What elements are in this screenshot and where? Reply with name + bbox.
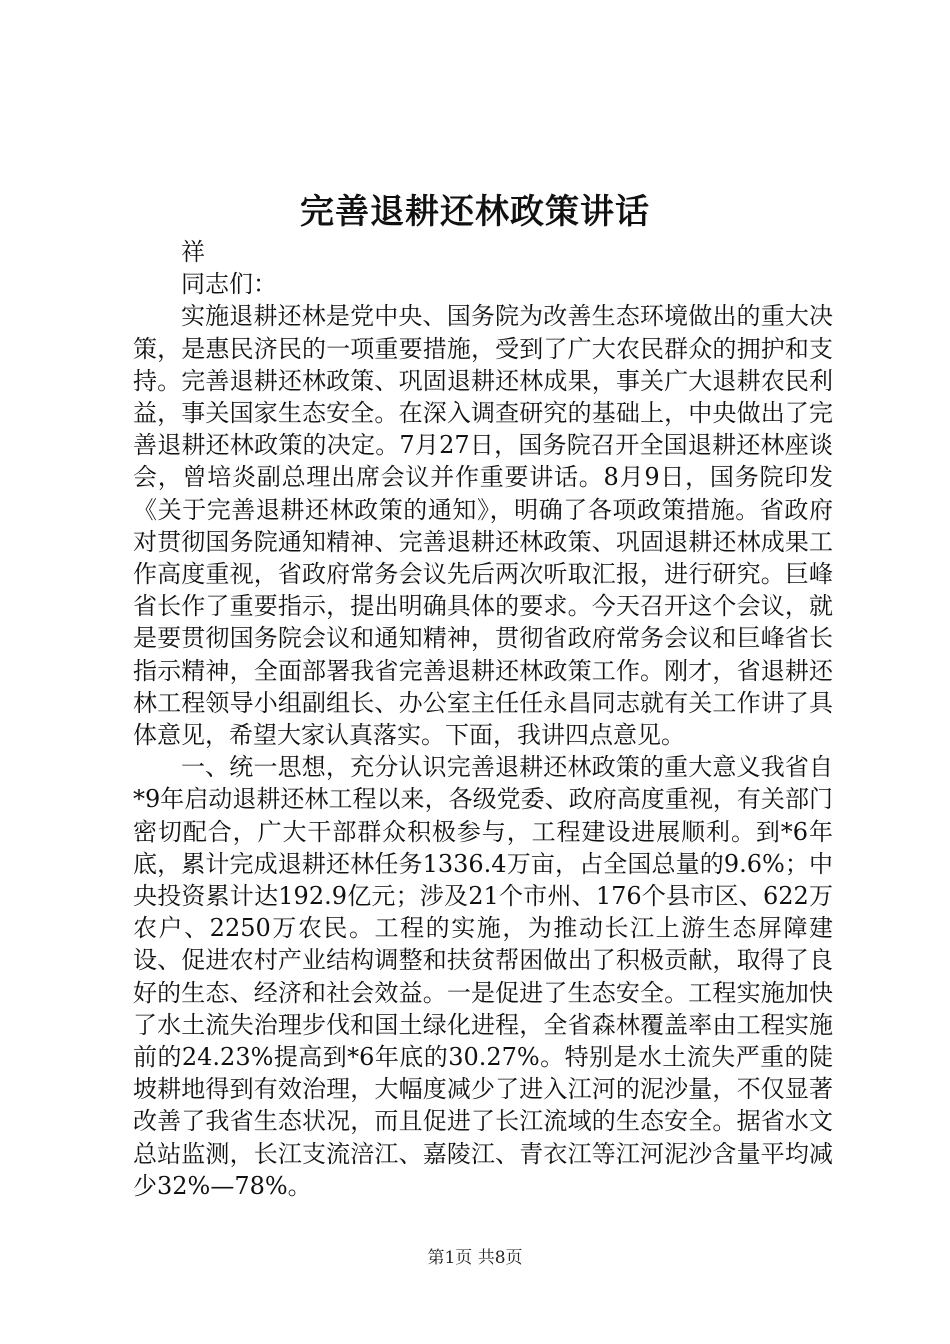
paragraph-intro: 实施退耕还林是党中央、国务院为改善生态环境做出的重大决策，是惠民济民的一项重要措施，受到了广大农民群众的拥护和支持。完善退耕还林政策、巩固退耕还林成果，事关广大退耕农民利益，事关国家生态安全。在深入调查研究的基础上，中央做出了完善退耕还林政策的决定。7月27日，国务院召开全国退耕还林座谈会，曾培炎副总理出席会议并作重要讲话。8月9日，国务院印发《关于完善退耕还林政策的通知》，明确了各项政策措施。省政府对贯彻国务院通知精神、完善退耕还林政策、巩固退耕还林成果工作高度重视，省政府常务会议先后两次听取汇报，进行研究。巨峰省长作了重要指示，提出明确具体的要求。今天召开这个会议，就是要贯彻国务院会议和通知精神，贯彻省政府常务会议和巨峰省长指示精神，全面部署我省完善退耕还林政策工作。刚才，省退耕还林工程领导小组副组长、办公室主任任永昌同志就有关工作讲了具体意见，希望大家认真落实。下面，我讲四点意见。 (133, 302, 833, 750)
page-number-footer: 第1页 共8页 (427, 1248, 523, 1268)
paragraph-section-one: 一、统一思想，充分认识完善退耕还林政策的重大意义我省自*9年启动退耕还林工程以来，各级党委、政府高度重视，有关部门密切配合，广大干部群众积极参与，工程建设进展顺利。到*6年底，累计完成退耕还林任务1336.4万亩，占全国总量的9.6%；中央投资累计达192.9亿元；涉及21个市州、176个县市区、622万农户、2250万农民。工程的实施，为推动长江上游生态屏障建设、促进农村产业结构调整和扶贫帮困做出了积极贡献，取得了良好的生态、经济和社会效益。一是促进了生态安全。工程实施加快了水土流失治理步伐和国土绿化进程，全省森林覆盖率由工程实施前的24.23%提高到*6年底的30.27%。特别是水土流失严重的陡坡耕地得到有效治理，大幅度减少了进入江河的泥沙量，不仅显著改善了我省生态状况，而且促进了长江流域的生态安全。据省水文总站监测，长江支流涪江、嘉陵江、青衣江等江河泥沙含量平均减少32%—78%。 (133, 753, 833, 1200)
document-body (133, 236, 833, 1202)
paragraph-signature: 祥 (181, 238, 205, 266)
document-title: 完善退耕还林政策讲话 (300, 192, 650, 232)
paragraph-salutation: 同志们： (181, 270, 277, 299)
